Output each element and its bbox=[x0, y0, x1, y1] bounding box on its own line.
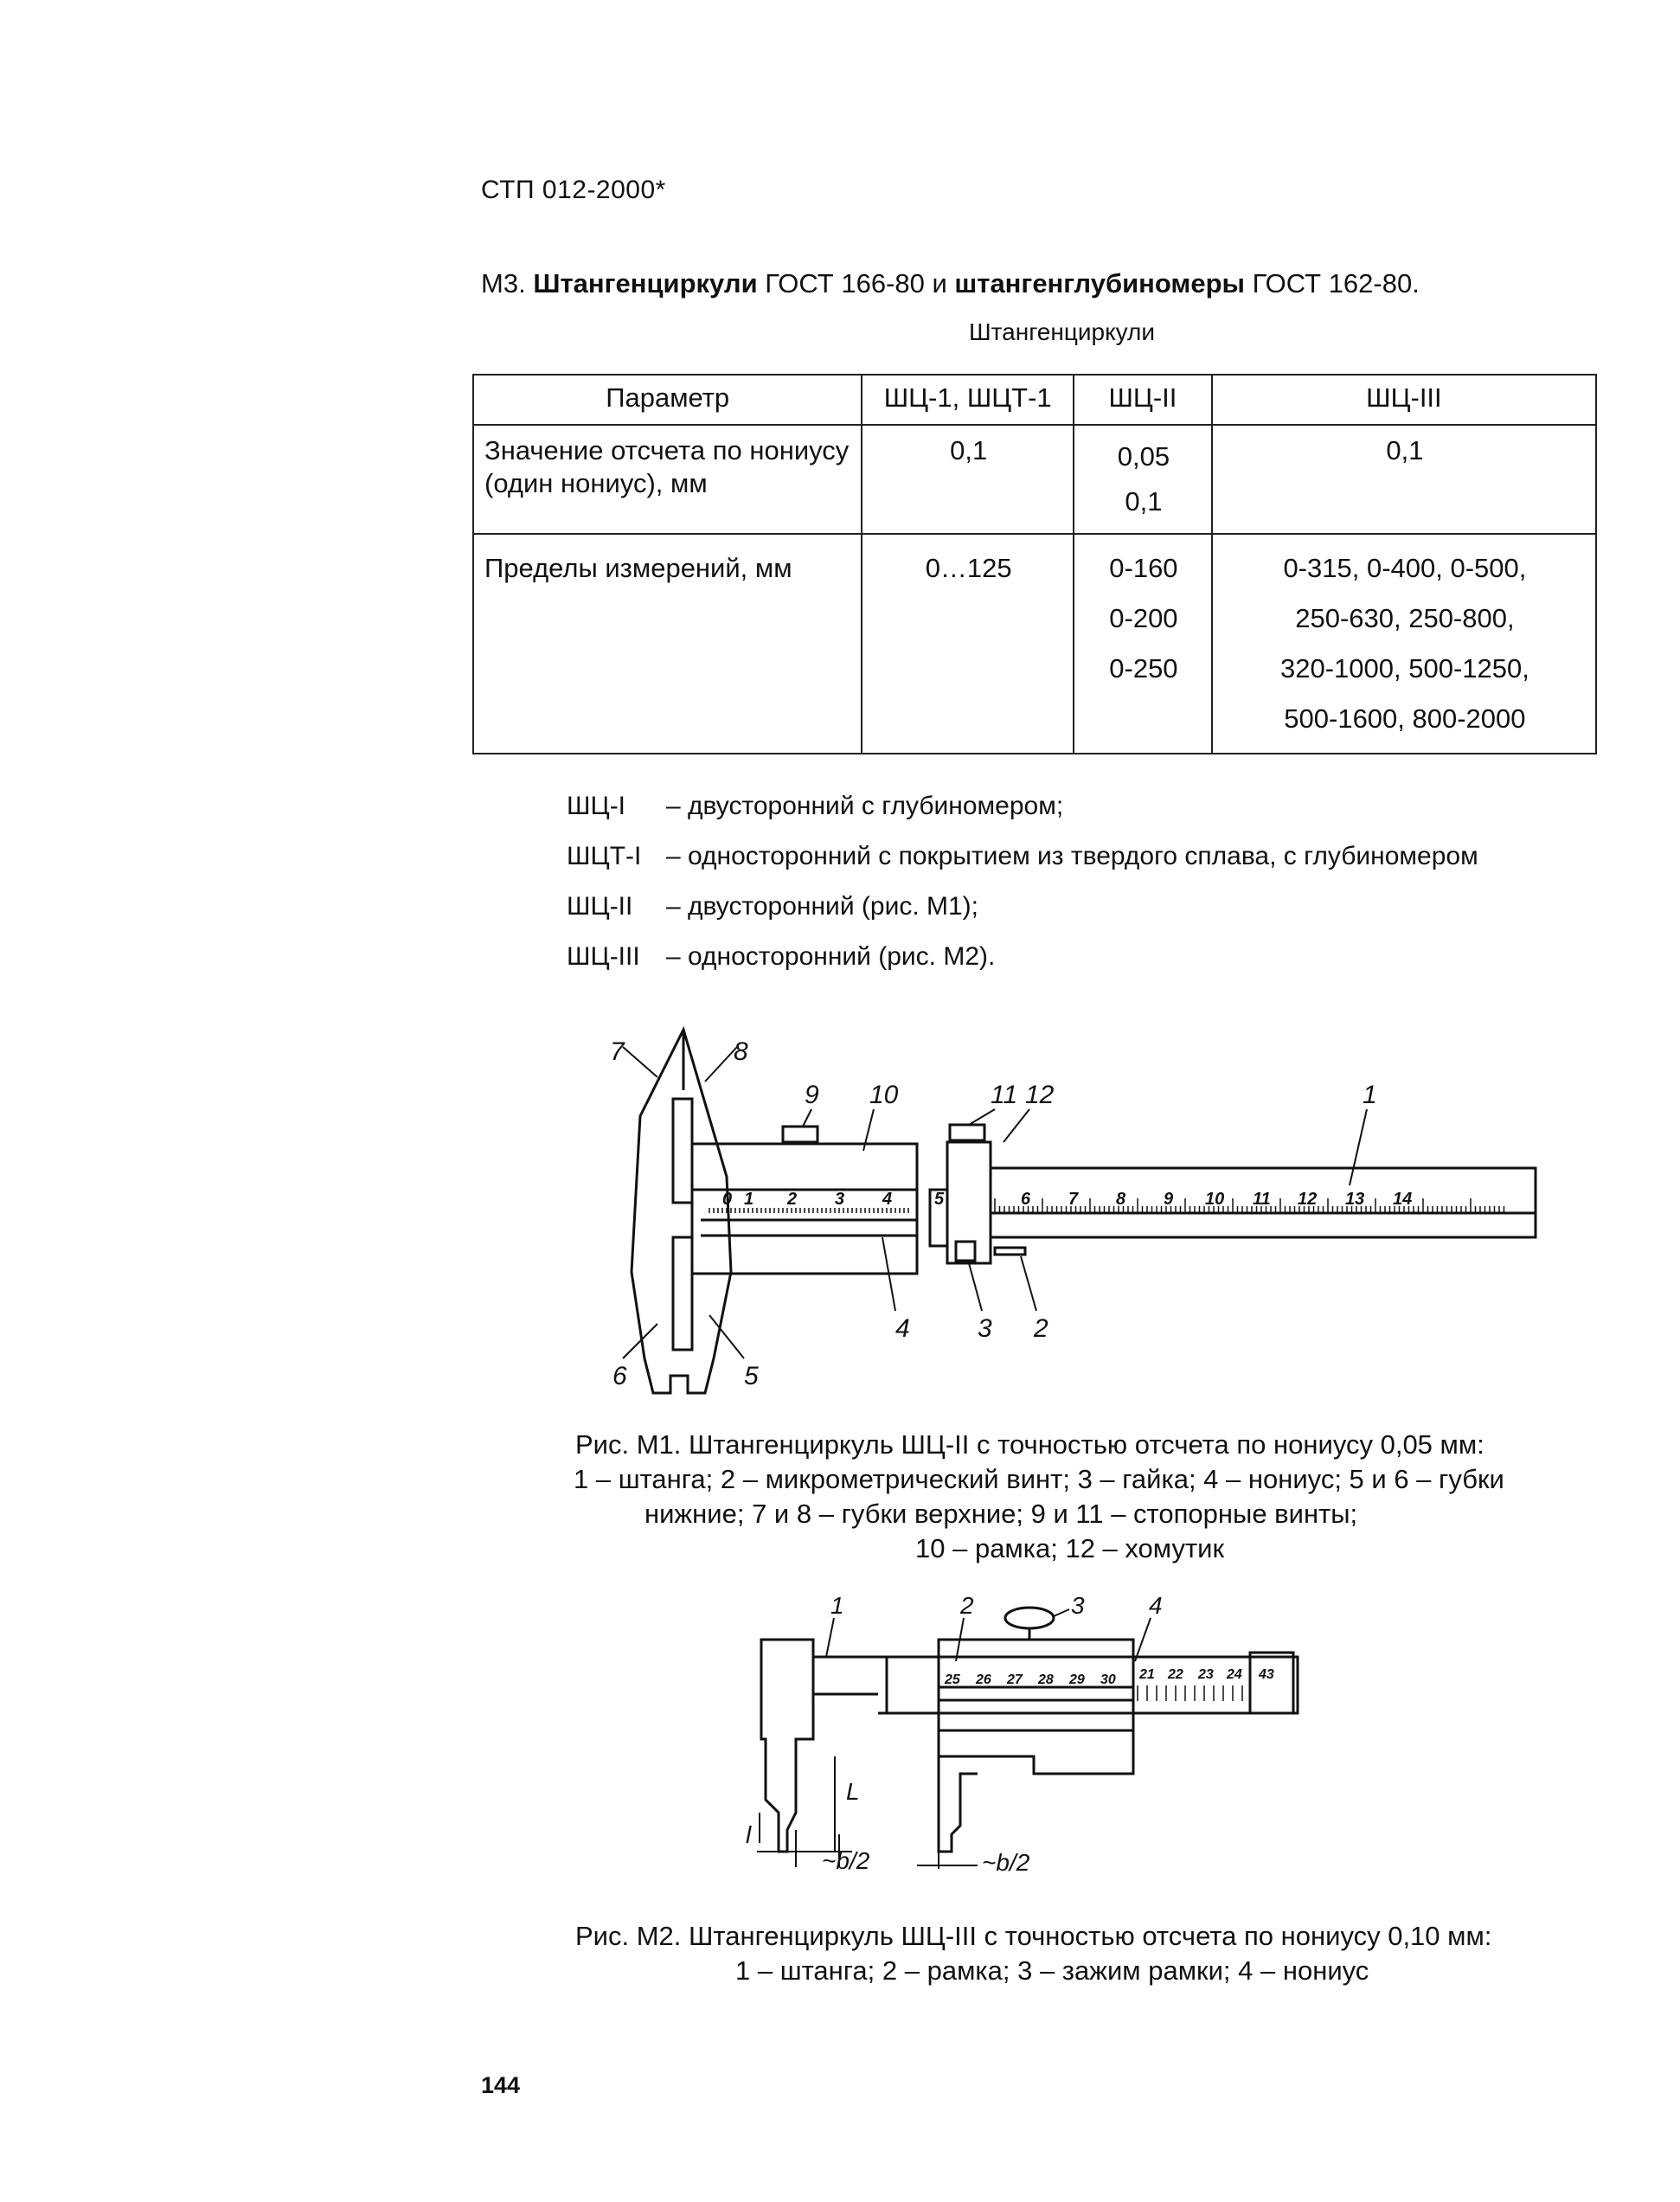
definition-code: ШЦ-III bbox=[567, 942, 640, 971]
figure-m1-caption-line: 1 – штанга; 2 – микрометрический винт; 3 – гайка; 4 – нониус; 5 и 6 – губки bbox=[574, 1464, 1504, 1494]
callout-label: 2 bbox=[960, 1592, 974, 1619]
main-scale-label: 8 bbox=[1116, 1190, 1126, 1209]
page-number: 144 bbox=[481, 2072, 521, 2098]
vernier-scale-label: 28 bbox=[1038, 1672, 1054, 1687]
definition-code: ШЦ-II bbox=[567, 892, 633, 921]
callout-label: 3 bbox=[1071, 1592, 1085, 1619]
callout-label: 10 bbox=[869, 1081, 899, 1109]
table-header-cell: ШЦ-III bbox=[1212, 375, 1596, 425]
vernier-scale-label: 2 bbox=[787, 1190, 798, 1209]
main-scale-label: 23 bbox=[1198, 1667, 1214, 1682]
figure-m1-caption-line: Рис. М1. Штангенциркуль ШЦ-II с точностью отсчета по нониусу 0,05 мм: bbox=[575, 1429, 1484, 1460]
callout-label: 2 bbox=[1034, 1314, 1048, 1343]
callout-label: 12 bbox=[1025, 1081, 1055, 1109]
main-scale-label: 22 bbox=[1168, 1667, 1183, 1682]
callout-label: 9 bbox=[805, 1081, 819, 1109]
table-row bbox=[473, 425, 1596, 534]
table-cell-param: Значение отсчета по нониусу (один нониус), мм bbox=[473, 425, 862, 534]
table-header-cell: ШЦ-1, ШЦТ-1 bbox=[862, 375, 1074, 425]
table-cell: 0,05 0,1 bbox=[1074, 425, 1212, 534]
main-scale-label: 24 bbox=[1227, 1667, 1242, 1682]
callout-label: 8 bbox=[734, 1037, 748, 1066]
figure-m2-caption-line: 1 – штанга; 2 – рамка; 3 – зажим рамки; 4 – нониус bbox=[735, 1955, 1369, 1986]
definition-text: – двусторонний с глубиномером; bbox=[666, 792, 1064, 820]
dimension-label: L bbox=[846, 1778, 860, 1805]
main-scale-label: 6 bbox=[1021, 1190, 1031, 1209]
vernier-scale-label: 30 bbox=[1100, 1672, 1116, 1687]
section-name-1: Штангенциркули bbox=[533, 268, 758, 299]
section-name-2: штангенглубиномеры bbox=[954, 268, 1245, 299]
dimension-label: ~b/2 bbox=[982, 1849, 1030, 1876]
definition-text: – двусторонний (рис. М1); bbox=[666, 892, 979, 921]
table-cell: 0-315, 0-400, 0-500, 250-630, 250-800, 320-1000, 500-1250, 500-1600, 800-2000 bbox=[1212, 534, 1596, 754]
table-header-cell: Параметр bbox=[473, 375, 862, 425]
callout-label: 3 bbox=[978, 1314, 992, 1343]
callout-label: 4 bbox=[1149, 1592, 1163, 1619]
vernier-scale-label: 0 bbox=[722, 1190, 733, 1209]
figure-m1-caption-line: нижние; 7 и 8 – губки верхние; 9 и 11 – стопорные винты; bbox=[644, 1499, 1358, 1529]
main-scale-label: 21 bbox=[1139, 1667, 1155, 1682]
jaws-outline bbox=[632, 1030, 731, 1393]
vernier-scale-label: 3 bbox=[835, 1190, 845, 1209]
figure-m2-caliper-drawing bbox=[744, 1592, 1332, 1886]
parameters-table bbox=[472, 374, 1597, 754]
table-header-cell: ШЦ-II bbox=[1074, 375, 1212, 425]
vernier-scale-label: 25 bbox=[945, 1672, 960, 1687]
table-cell: 0,1 bbox=[862, 425, 1074, 534]
callout-label: 6 bbox=[612, 1362, 627, 1390]
table-caption: Штангенциркули bbox=[969, 318, 1156, 345]
main-scale-label: 11 bbox=[1253, 1190, 1271, 1209]
callout-label: 4 bbox=[895, 1314, 910, 1343]
section-standard-2: ГОСТ 162-80. bbox=[1252, 268, 1420, 299]
callout-label: 11 bbox=[991, 1081, 1018, 1109]
vernier-scale-label: 4 bbox=[882, 1190, 893, 1209]
dimension-label: l bbox=[746, 1821, 752, 1848]
table-cell: 0-160 0-200 0-250 bbox=[1074, 534, 1212, 754]
definition-item bbox=[567, 942, 995, 972]
vernier-scale-label: 26 bbox=[976, 1672, 991, 1687]
callout-label: 1 bbox=[1363, 1081, 1377, 1109]
callout-label: 7 bbox=[610, 1037, 625, 1066]
table-row bbox=[473, 534, 1596, 754]
definition-code: ШЦ-I bbox=[567, 792, 626, 820]
table-cell: 0…125 bbox=[862, 534, 1074, 754]
vernier-scale-label: 27 bbox=[1007, 1672, 1023, 1687]
definition-code: ШЦТ-I bbox=[567, 842, 642, 870]
section-standard-1: ГОСТ 166-80 и bbox=[765, 268, 947, 299]
section-number: М3. bbox=[481, 268, 526, 299]
main-scale-label: 12 bbox=[1298, 1190, 1318, 1209]
definition-item bbox=[567, 792, 1063, 821]
main-scale-label: 43 bbox=[1259, 1667, 1274, 1682]
vernier-scale-label: 1 bbox=[744, 1190, 754, 1209]
main-scale-label: 7 bbox=[1068, 1190, 1079, 1209]
definition-item bbox=[567, 892, 978, 921]
main-scale-label: 14 bbox=[1393, 1190, 1413, 1209]
table-header-row bbox=[473, 375, 1596, 425]
vernier-scale-label: 29 bbox=[1069, 1672, 1085, 1687]
vernier-scale-label: 5 bbox=[934, 1190, 945, 1209]
figure-m1-caption-line: 10 – рамка; 12 – хомутик bbox=[915, 1533, 1225, 1563]
definition-text: – односторонний с покрытием из твердого сплава, с глубиномером bbox=[666, 842, 1478, 870]
main-scale-label: 10 bbox=[1205, 1190, 1225, 1209]
document-code: СТП 012-2000* bbox=[481, 176, 666, 204]
definition-text: – односторонний (рис. М2). bbox=[666, 942, 996, 971]
figure-m1-caliper-drawing bbox=[588, 1012, 1566, 1410]
section-title bbox=[481, 268, 1420, 299]
callout-label: 5 bbox=[744, 1362, 759, 1390]
table-cell: 0,1 bbox=[1212, 425, 1596, 534]
dimension-label: ~b/2 bbox=[822, 1847, 870, 1874]
callout-label: 1 bbox=[830, 1592, 844, 1619]
main-scale-label: 9 bbox=[1164, 1190, 1174, 1209]
definition-item bbox=[567, 842, 1478, 871]
figure-m2-caption-line: Рис. М2. Штангенциркуль ШЦ-III с точностью отсчета по нониусу 0,10 мм: bbox=[575, 1921, 1492, 1951]
table-cell-param: Пределы измерений, мм bbox=[473, 534, 862, 754]
main-scale-label: 13 bbox=[1345, 1190, 1365, 1209]
